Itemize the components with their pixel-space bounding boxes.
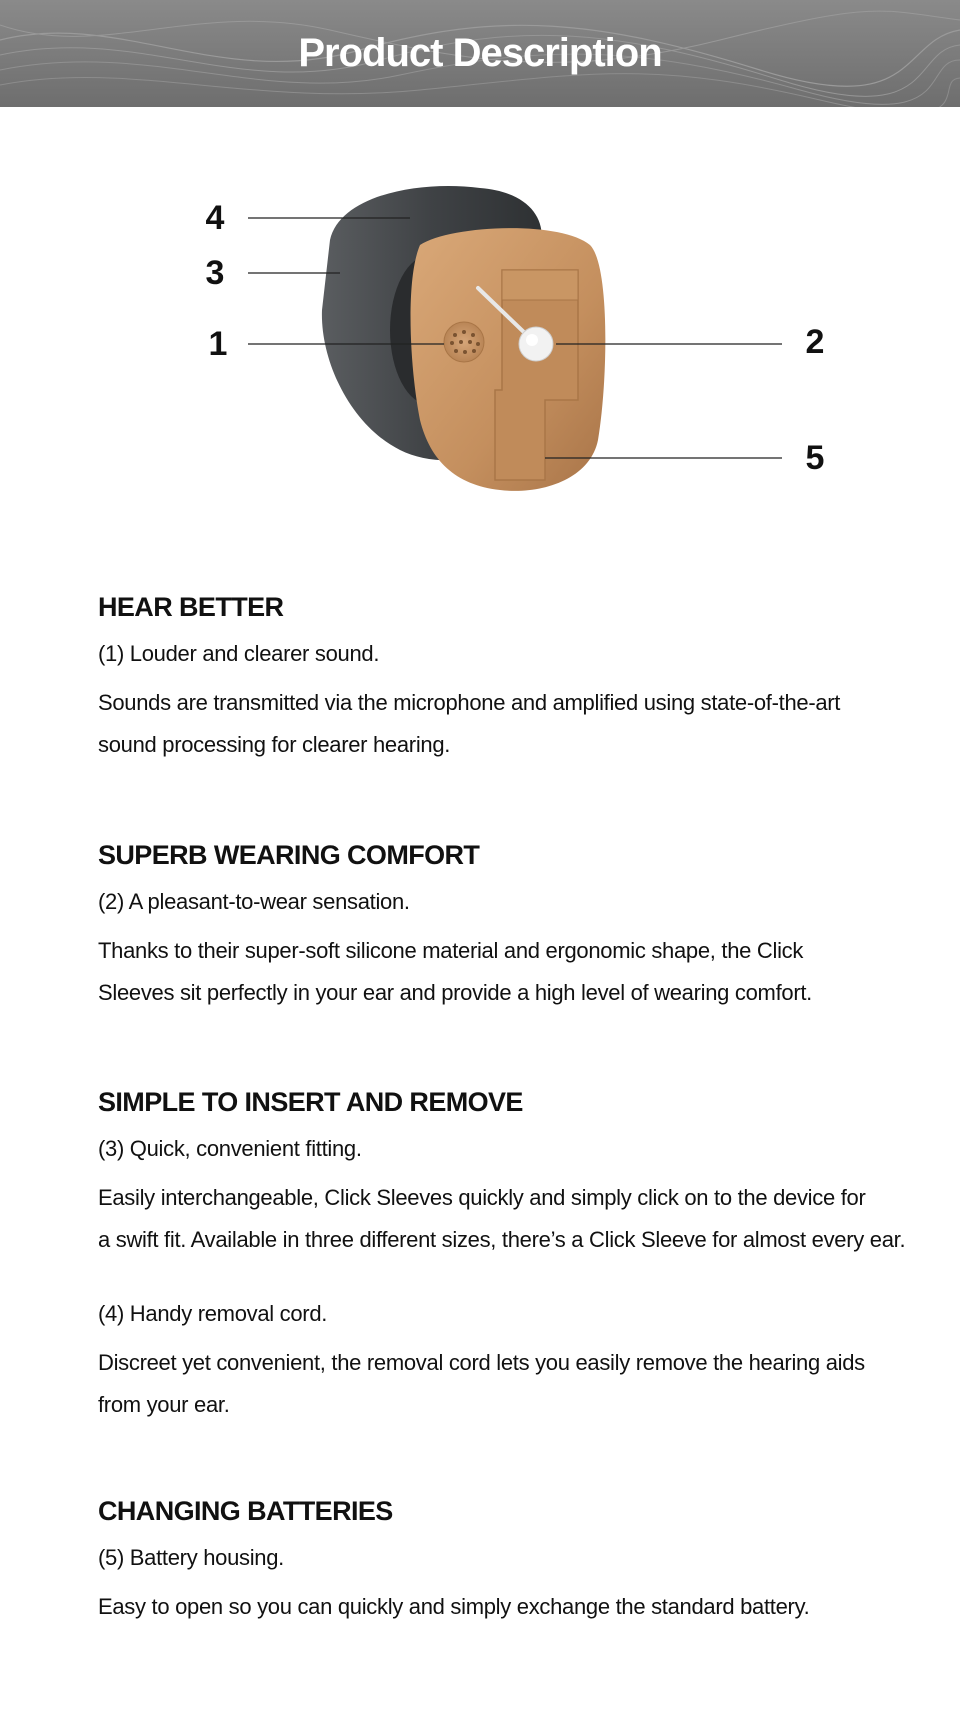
section-heading: HEAR BETTER	[98, 592, 284, 622]
desc-line: a swift fit. Available in three different sizes, there’s a Click Sleeve for almost every ear.	[98, 1227, 906, 1252]
desc-line: sound processing for clearer hearing.	[98, 732, 451, 757]
callout-3: 3	[205, 254, 225, 292]
section-heading: SIMPLE TO INSERT AND REMOVE	[98, 1087, 523, 1117]
item-title: (4) Handy removal cord.	[98, 1301, 328, 1326]
header-banner	[0, 0, 960, 107]
callout-5: 5	[805, 439, 825, 477]
section-wearing-comfort	[98, 838, 812, 1014]
desc-line: Discreet yet convenient, the removal cord lets you easily remove the hearing aids	[98, 1350, 865, 1375]
desc-line: from your ear.	[98, 1392, 230, 1417]
desc-line: Sleeves sit perfectly in your ear and provide a high level of wearing comfort.	[98, 980, 812, 1005]
item-title: (2) A pleasant-to-wear sensation.	[98, 889, 410, 914]
section-heading: SUPERB WEARING COMFORT	[98, 840, 480, 870]
item-title: (3) Quick, convenient fitting.	[98, 1136, 362, 1161]
callout-1: 1	[208, 325, 228, 363]
section-hear-better	[98, 590, 840, 766]
callout-4: 4	[205, 199, 225, 237]
section-heading: CHANGING BATTERIES	[98, 1496, 393, 1526]
item-title: (5) Battery housing.	[98, 1545, 284, 1570]
item-description	[98, 1177, 905, 1261]
section-removal-cord	[98, 1300, 865, 1426]
item-description	[98, 1342, 865, 1426]
item-description	[98, 1586, 809, 1628]
item-title: (1) Louder and clearer sound.	[98, 641, 380, 666]
desc-line: Thanks to their super-soft silicone material and ergonomic shape, the Click	[98, 938, 804, 963]
section-insert-remove	[98, 1085, 905, 1261]
item-description	[98, 930, 812, 1014]
product-diagram	[0, 180, 960, 540]
desc-line: Easily interchangeable, Click Sleeves quickly and simply click on to the device for	[98, 1185, 866, 1210]
section-changing-batteries	[98, 1494, 809, 1628]
desc-line: Easy to open so you can quickly and simply exchange the standard battery.	[98, 1594, 810, 1619]
page-title: Product Description	[298, 31, 662, 75]
callout-2: 2	[805, 323, 825, 361]
item-description	[98, 682, 840, 766]
desc-line: Sounds are transmitted via the microphone and amplified using state-of-the-art	[98, 690, 841, 715]
